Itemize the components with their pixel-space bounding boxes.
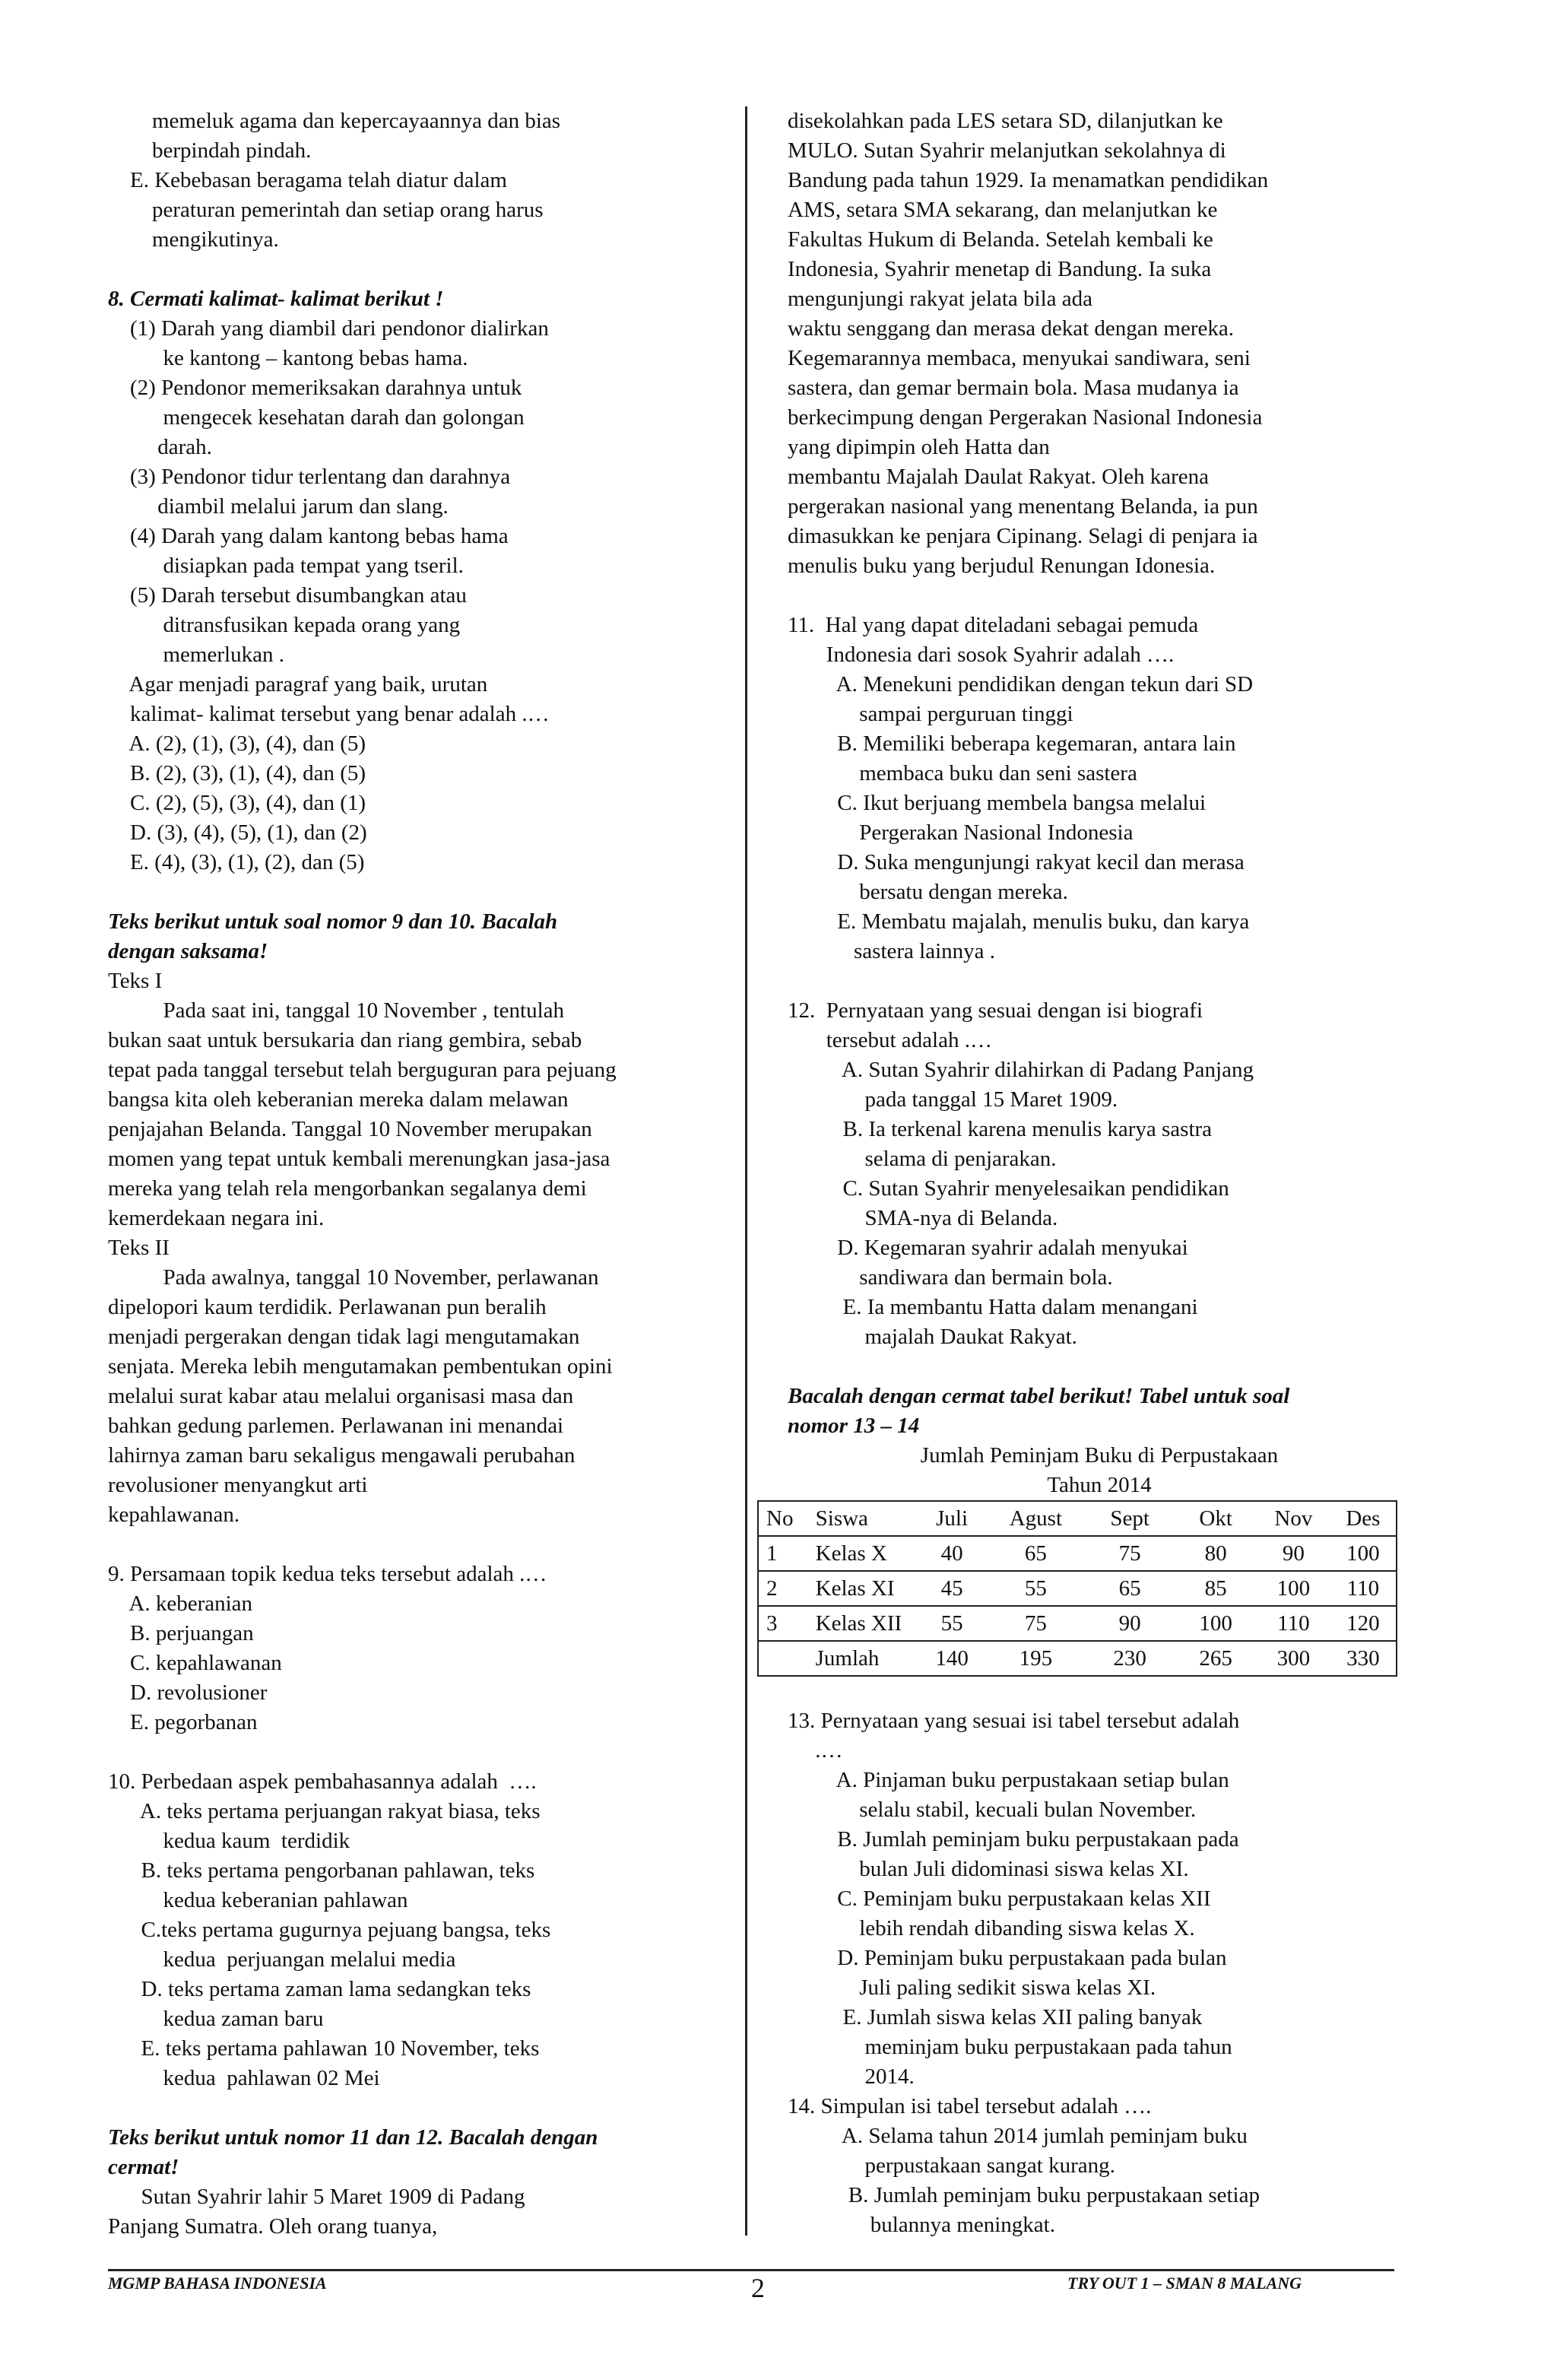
text-line: pergerakan nasional yang menentang Belanda, ia pun (788, 494, 1258, 519)
table-cell: Okt (1175, 1501, 1257, 1536)
footer-left: MGMP BAHASA INDONESIA (108, 2274, 327, 2293)
text-line: kedua kaum terdidik (108, 1829, 350, 1853)
text-line: A. Sutan Syahrir dilahirkan di Padang Panjang (788, 1058, 1254, 1082)
table-cell: 120 (1330, 1606, 1397, 1641)
text-line: AMS, setara SMA sekarang, dan melanjutkan ke (788, 198, 1218, 222)
text-line: berkecimpung dengan Pergerakan Nasional Indonesia (788, 405, 1263, 430)
text-line: Agar menjadi paragraf yang baik, urutan (108, 672, 488, 697)
text-line: menjadi pergerakan dengan tidak lagi mengutamakan (108, 1325, 580, 1349)
text-line: selama di penjarakan. (788, 1147, 1057, 1171)
text-line: bersatu dengan mereka. (788, 880, 1068, 904)
spacer (108, 1530, 716, 1560)
table-cell: 1 (758, 1536, 808, 1571)
text-line: mereka yang telah rela mengorbankan segalanya demi (108, 1176, 587, 1201)
text-line: Pada awalnya, tanggal 10 November, perlawanan (108, 1265, 599, 1290)
text-line: B. Ia terkenal karena menulis karya sastra (788, 1117, 1213, 1141)
text-line: bangsa kita oleh keberanian mereka dalam melawan (108, 1087, 569, 1112)
spacer (788, 966, 1411, 996)
text-line: pada tanggal 15 Maret 1909. (788, 1087, 1118, 1112)
text-line: D. Suka mengunjungi rakyat kecil dan merasa (788, 850, 1245, 874)
table-cell: 55 (987, 1571, 1085, 1606)
table-cell: 65 (1085, 1571, 1175, 1606)
text-line: bahkan gedung parlemen. Perlawanan ini menandai (108, 1414, 564, 1438)
instruction-line: dengan saksama! (108, 939, 268, 963)
text-line: MULO. Sutan Syahrir melanjutkan sekolahnya di (788, 138, 1226, 163)
text-line: bulan Juli didominasi siswa kelas XI. (788, 1857, 1189, 1881)
text-line: A. teks pertama perjuangan rakyat biasa, teks (108, 1799, 541, 1823)
text-line: SMA-nya di Belanda. (788, 1206, 1058, 1230)
right-column-bottom (788, 1677, 1411, 2240)
table-cell: 65 (987, 1536, 1085, 1571)
table-cell: Nov (1257, 1501, 1330, 1536)
table-cell: Juli (917, 1501, 986, 1536)
text-line: peraturan pemerintah dan setiap orang harus (108, 198, 544, 222)
text-line: B. Jumlah peminjam buku perpustakaan setiap (788, 2183, 1260, 2207)
table-cell: 75 (987, 1606, 1085, 1641)
text-line: membantu Majalah Daulat Rakyat. Oleh karena (788, 465, 1210, 489)
table-row (758, 1501, 1397, 1536)
text-line: lahirnya zaman baru sekaligus mengawali perubahan (108, 1443, 576, 1468)
text-line: majalah Daukat Rakyat. (788, 1325, 1077, 1349)
borrower-table (757, 1500, 1397, 1677)
text-line: Fakultas Hukum di Belanda. Setelah kembali ke (788, 227, 1213, 252)
text-line: menulis buku yang berjudul Renungan Idonesia. (788, 554, 1216, 578)
table-cell: 90 (1257, 1536, 1330, 1571)
text-line: (1) Darah yang diambil dari pendonor dialirkan (108, 316, 549, 341)
text-line: revolusioner menyangkut arti (108, 1473, 368, 1497)
text-line: E. (4), (3), (1), (2), dan (5) (108, 850, 365, 874)
right-column (766, 106, 1411, 2240)
text-line: 13. Pernyataan yang sesuai isi tabel tersebut adalah (788, 1709, 1240, 1733)
text-line: D. teks pertama zaman lama sedangkan teks (108, 1977, 531, 2001)
text-line: Kegemarannya membaca, menyukai sandiwara, seni (788, 346, 1251, 370)
text-line: ke kantong – kantong bebas hama. (108, 346, 468, 370)
footer-right: TRY OUT 1 – SMAN 8 MALANG (1067, 2274, 1302, 2293)
spacer (108, 2093, 716, 2123)
text-line: diambil melalui jarum dan slang. (108, 494, 449, 519)
text-line: A. keberanian (108, 1591, 253, 1616)
text-line: sampai perguruan tinggi (788, 702, 1073, 726)
table-cell: 100 (1175, 1606, 1257, 1641)
right-column-top (788, 106, 1411, 1441)
table-cell: Agust (987, 1501, 1085, 1536)
text-line: memeluk agama dan kepercayaannya dan bias (108, 109, 561, 133)
text-line: melalui surat kabar atau melalui organisasi masa dan (108, 1384, 574, 1408)
text-line: E. teks pertama pahlawan 10 November, teks (108, 2036, 540, 2061)
table-cell: 85 (1175, 1571, 1257, 1606)
instruction-line: Bacalah dengan cermat tabel berikut! Tabel untuk soal (788, 1384, 1290, 1408)
text-line: A. (2), (1), (3), (4), dan (5) (108, 731, 366, 756)
table-cell: Siswa (808, 1501, 918, 1536)
text-line: Teks I (108, 969, 163, 993)
text-line: A. Menekuni pendidikan dengan tekun dari SD (788, 672, 1254, 697)
table-title: Jumlah Peminjam Buku di Perpustakaan (920, 1443, 1279, 1468)
table-cell: 80 (1175, 1536, 1257, 1571)
text-line: memerlukan . (108, 643, 284, 667)
footer-rule (108, 2269, 1394, 2271)
text-line: 9. Persamaan topik kedua teks tersebut adalah .… (108, 1562, 547, 1586)
text-line: 10. Perbedaan aspek pembahasannya adalah …. (108, 1769, 537, 1794)
instruction-line: Teks berikut untuk nomor 11 dan 12. Bacalah dengan (108, 2125, 598, 2150)
text-line: .… (788, 1738, 843, 1763)
text-line: Juli paling sedikit siswa kelas XI. (788, 1975, 1156, 2000)
text-line: D. revolusioner (108, 1680, 268, 1705)
instruction-line: nomor 13 – 14 (788, 1414, 920, 1438)
text-line: dimasukkan ke penjara Cipinang. Selagi di penjara ia (788, 524, 1258, 548)
table-cell: 2 (758, 1571, 808, 1606)
spacer (108, 877, 716, 907)
text-line: sastera lainnya . (788, 939, 996, 963)
table-cell: 230 (1085, 1641, 1175, 1676)
table-cell: 75 (1085, 1536, 1175, 1571)
instruction-line: cermat! (108, 2155, 179, 2179)
text-line: kedua keberanian pahlawan (108, 1888, 408, 1912)
text-line: D. (3), (4), (5), (1), dan (2) (108, 820, 367, 845)
text-line: E. Ia membantu Hatta dalam menangani (788, 1295, 1198, 1319)
text-line: momen yang tepat untuk kembali merenungkan jasa-jasa (108, 1147, 610, 1171)
table-cell: 110 (1330, 1571, 1397, 1606)
table-row (758, 1606, 1397, 1641)
text-line: B. Jumlah peminjam buku perpustakaan pada (788, 1827, 1239, 1852)
text-line: yang dipimpin oleh Hatta dan (788, 435, 1050, 459)
text-line: 12. Pernyataan yang sesuai dengan isi biografi (788, 998, 1203, 1023)
text-line: E. Membatu majalah, menulis buku, dan karya (788, 909, 1250, 934)
text-line: sastera, dan gemar bermain bola. Masa mudanya ia (788, 376, 1239, 400)
spacer (788, 581, 1411, 611)
spacer (108, 1737, 716, 1767)
text-line: darah. (108, 435, 212, 459)
text-line: Sutan Syahrir lahir 5 Maret 1909 di Padang (108, 2185, 525, 2209)
text-line: penjajahan Belanda. Tanggal 10 November merupakan (108, 1117, 592, 1141)
table-cell: 40 (917, 1536, 986, 1571)
text-line: sandiwara dan bermain bola. (788, 1265, 1113, 1290)
text-line: membaca buku dan seni sastera (788, 761, 1137, 785)
table-cell: Des (1330, 1501, 1397, 1536)
text-line: senjata. Mereka lebih mengutamakan pembentukan opini (108, 1354, 613, 1379)
text-line: kedua perjuangan melalui media (108, 1947, 456, 1972)
table-cell (758, 1641, 808, 1676)
table-cell: Kelas XI (808, 1571, 918, 1606)
text-line: kalimat- kalimat tersebut yang benar adalah .… (108, 702, 550, 726)
table-row (758, 1641, 1397, 1676)
table-cell: 3 (758, 1606, 808, 1641)
text-line: 14. Simpulan isi tabel tersebut adalah …. (788, 2094, 1152, 2118)
table-cell: 140 (917, 1641, 986, 1676)
text-line: mengecek kesehatan darah dan golongan (108, 405, 525, 430)
column-divider (745, 106, 747, 2236)
spacer (788, 1352, 1411, 1382)
text-line: dipelopori kaum terdidik. Perlawanan pun beralih (108, 1295, 547, 1319)
spacer (788, 1677, 1411, 1706)
table-cell: Kelas X (808, 1536, 918, 1571)
text-line: kedua pahlawan 02 Mei (108, 2066, 380, 2090)
text-line: (3) Pendonor tidur terlentang dan darahnya (108, 465, 511, 489)
text-line: waktu senggang dan merasa dekat dengan mereka. (788, 316, 1235, 341)
table-cell: 90 (1085, 1606, 1175, 1641)
table-cell: 110 (1257, 1606, 1330, 1641)
table-cell: 265 (1175, 1641, 1257, 1676)
text-line: Indonesia, Syahrir menetap di Bandung. Ia suka (788, 257, 1212, 281)
text-line: D. Kegemaran syahrir adalah menyukai (788, 1236, 1188, 1260)
table-row (758, 1536, 1397, 1571)
text-line: tersebut adalah .… (788, 1028, 992, 1052)
text-line: (4) Darah yang dalam kantong bebas hama (108, 524, 509, 548)
spacer (108, 255, 716, 284)
text-line: C.teks pertama gugurnya pejuang bangsa, teks (108, 1918, 551, 1942)
text-line: selalu stabil, kecuali bulan November. (788, 1798, 1197, 1822)
text-line: Panjang Sumatra. Oleh orang tuanya, (108, 2214, 438, 2239)
text-line: C. Ikut berjuang membela bangsa melalui (788, 791, 1207, 815)
text-line: A. Pinjaman buku perpustakaan setiap bulan (788, 1768, 1229, 1792)
text-line: C. Sutan Syahrir menyelesaikan pendidikan (788, 1176, 1229, 1201)
text-line: disiapkan pada tempat yang tseril. (108, 554, 464, 578)
table-cell: 45 (917, 1571, 986, 1606)
text-line: (5) Darah tersebut disumbangkan atau (108, 583, 467, 608)
instruction-line: Teks berikut untuk soal nomor 9 dan 10. Bacalah (108, 909, 558, 934)
text-line: D. Peminjam buku perpustakaan pada bulan (788, 1946, 1227, 1970)
table-cell: 55 (917, 1606, 986, 1641)
text-line: E. pegorbanan (108, 1710, 258, 1734)
table-cell: 330 (1330, 1641, 1397, 1676)
text-line: lebih rendah dibanding siswa kelas X. (788, 1916, 1195, 1940)
text-line: meminjam buku perpustakaan pada tahun (788, 2035, 1232, 2059)
text-line: perpustakaan sangat kurang. (788, 2153, 1115, 2178)
text-line: E. Jumlah siswa kelas XII paling banyak (788, 2005, 1203, 2029)
table-cell: Jumlah (808, 1641, 918, 1676)
text-line: B. teks pertama pengorbanan pahlawan, teks (108, 1858, 535, 1883)
text-line: B. perjuangan (108, 1621, 254, 1645)
text-line: kepahlawanan. (108, 1503, 240, 1527)
text-line: A. Selama tahun 2014 jumlah peminjam buku (788, 2124, 1248, 2148)
text-line: 2014. (788, 2064, 915, 2089)
text-line: bulannya meningkat. (788, 2213, 1055, 2237)
text-line: mengunjungi rakyat jelata bila ada (788, 287, 1093, 311)
text-line: Bandung pada tahun 1929. Ia menamatkan pendidikan (788, 168, 1269, 192)
page-number: 2 (751, 2273, 765, 2303)
text-line: B. (2), (3), (1), (4), dan (5) (108, 761, 366, 785)
text-line: disekolahkan pada LES setara SD, dilanjutkan ke (788, 109, 1223, 133)
text-line: bukan saat untuk bersukaria dan riang gembira, sebab (108, 1028, 582, 1052)
text-line: B. Memiliki beberapa kegemaran, antara lain (788, 731, 1236, 756)
table-cell: No (758, 1501, 808, 1536)
text-line: Teks II (108, 1236, 170, 1260)
text-line: kedua zaman baru (108, 2007, 324, 2031)
table-subtitle: Tahun 2014 (1047, 1473, 1152, 1497)
table-cell: 300 (1257, 1641, 1330, 1676)
text-line: mengikutinya. (108, 227, 279, 252)
text-line: E. Kebebasan beragama telah diatur dalam (108, 168, 507, 192)
text-line: C. (2), (5), (3), (4), dan (1) (108, 791, 366, 815)
table-cell: 100 (1330, 1536, 1397, 1571)
text-line: berpindah pindah. (108, 138, 312, 163)
table-cell: Sept (1085, 1501, 1175, 1536)
text-line: Pada saat ini, tanggal 10 November , tentulah (108, 998, 564, 1023)
table-row (758, 1571, 1397, 1606)
text-line: C. kepahlawanan (108, 1651, 282, 1675)
table-cell: Kelas XII (808, 1606, 918, 1641)
text-line: tepat pada tanggal tersebut telah berguguran para pejuang (108, 1058, 617, 1082)
text-line: Indonesia dari sosok Syahrir adalah …. (788, 643, 1175, 667)
table-cell: 195 (987, 1641, 1085, 1676)
instruction-line: 8. Cermati kalimat- kalimat berikut ! (108, 287, 444, 311)
text-line: ditransfusikan kepada orang yang (108, 613, 461, 637)
text-line: 11. Hal yang dapat diteladani sebagai pemuda (788, 613, 1199, 637)
text-line: (2) Pendonor memeriksakan darahnya untuk (108, 376, 522, 400)
text-line: Pergerakan Nasional Indonesia (788, 820, 1134, 845)
table-cell: 100 (1257, 1571, 1330, 1606)
left-column (108, 106, 716, 2242)
text-line: C. Peminjam buku perpustakaan kelas XII (788, 1887, 1211, 1911)
text-line: kemerdekaan negara ini. (108, 1206, 325, 1230)
